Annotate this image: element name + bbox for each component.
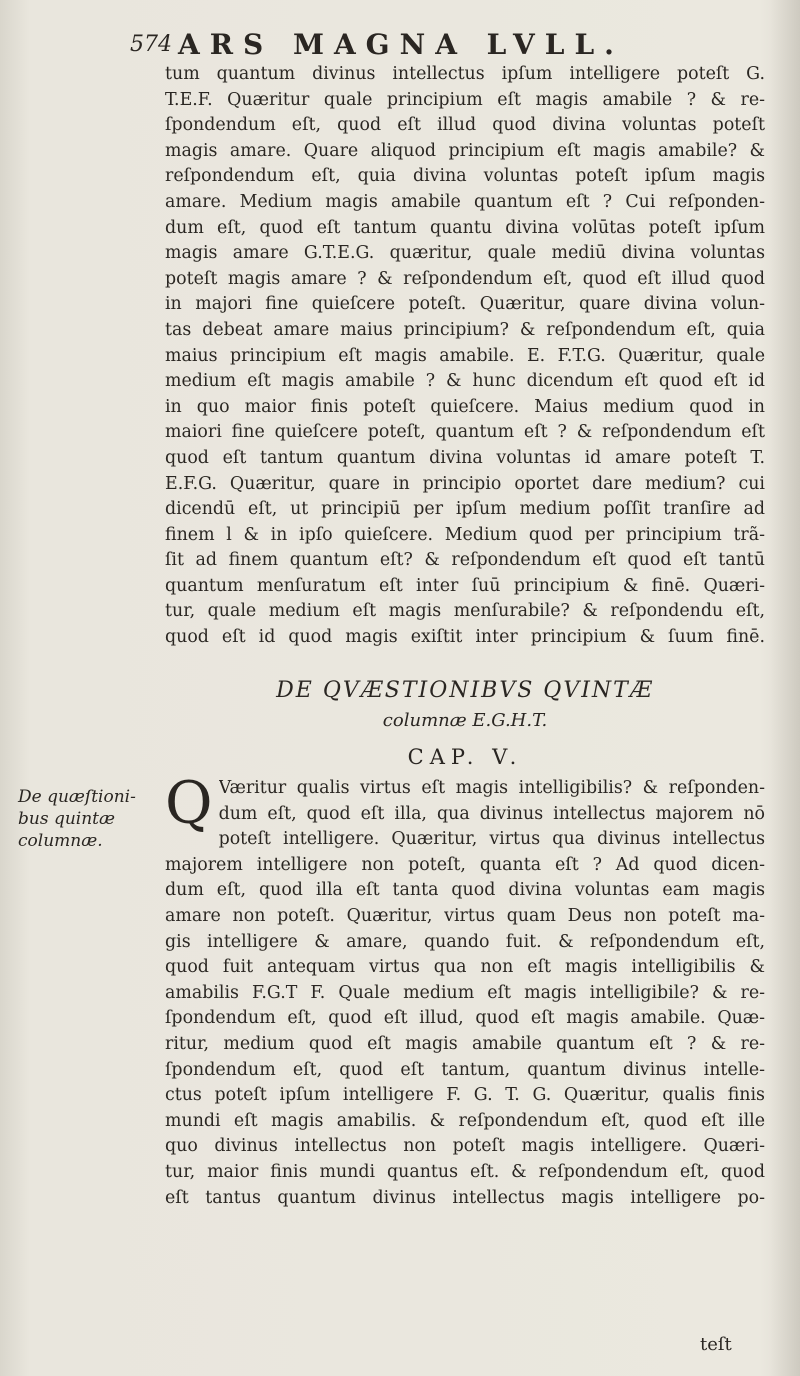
bottom-text-block (165, 769, 765, 1211)
bottom-text-line: quod fuit antequam virtus qua non eſt magis intelligibilis & (165, 957, 765, 978)
bottom-text-line: dum eſt, quod eſt illa, qua divinus intellectus majorem nō (218, 803, 765, 824)
marginal-note (18, 786, 168, 852)
top-text-line: tas debeat amare maius principium? & reſpondendum eſt, quia (165, 319, 765, 340)
bottom-text-line: Væritur qualis virtus eſt magis intelligibilis? & reſponden- (218, 778, 765, 798)
bottom-text-line: majorem intelligere non poteſt, quanta eſt ? Ad quod dicen- (165, 854, 765, 875)
bottom-text-line: tur, maior finis mundi quantus eſt. & reſpondendum eſt, quod (165, 1161, 765, 1182)
top-text-line: finem l & in ipſo quieſcere. Medium quod per principium trã- (165, 524, 765, 545)
drop-capital: Q (165, 769, 213, 837)
top-text-line: quod eſt tantum quantum divina voluntas id amare poteſt T. (165, 447, 765, 468)
bottom-text-line: gis intelligere & amare, quando fuit. & reſpondendum eſt, (165, 931, 765, 952)
section-heading: DE QVÆSTIONIBVS QVINTÆ (276, 678, 654, 703)
page-number: 574 (130, 32, 172, 57)
top-text-line: in quo maior finis poteſt quieſcere. Maius medium quod in (165, 396, 765, 417)
top-text-line: magis amare G.T.E.G. quæritur, quale mediū divina voluntas (165, 243, 765, 264)
bottom-text-line: ritur, medium quod eſt magis amabile quantum eſt ? & re- (165, 1033, 765, 1054)
catchword: teſt (700, 1334, 732, 1355)
running-title: ARS MAGNA LVLL. (178, 28, 624, 61)
top-text-line: dicendū eſt, ut principiū per ipſum medium poſſit tranſire ad (165, 499, 765, 520)
marginal-note-line: columnæ. (18, 831, 103, 851)
top-text-line: quantum menſuratum eſt inter ſuū principium & finē. Quæri- (165, 575, 765, 596)
bottom-text-line: ſpondendum eſt, quod eſt illud, quod eſt magis amabile. Quæ- (165, 1008, 765, 1029)
top-text-line: poteſt magis amare ? & reſpondendum eſt, quod eſt illud quod (165, 268, 765, 289)
section-subheading: columnæ E.G.H.T. (382, 710, 548, 731)
marginal-note-line: De quæſtioni- (18, 787, 136, 807)
top-text-line: tum quantum divinus intellectus ipſum intelligere poteſt G. (165, 64, 765, 84)
top-text-line: magis amare. Quare aliquod principium eſt magis amabile? & (165, 140, 765, 161)
top-text-line: in majori fine quieſcere poteſt. Quæritur, quare divina volun- (165, 294, 765, 315)
top-text-line: quod eſt id quod magis exiſtit inter principium & ſuum finē. (165, 627, 765, 648)
top-text-block (165, 62, 765, 651)
bottom-text-line: mundi eſt magis amabilis. & reſpondendum eſt, quod eſt ille (165, 1110, 765, 1131)
top-text-line: dum eſt, quod eſt tantum quantu divina volūtas poteſt ipſum (165, 217, 765, 238)
marginal-note-line: bus quintæ (18, 809, 115, 829)
bottom-text-line: eſt tantus quantum divinus intellectus magis intelligere po- (165, 1187, 765, 1208)
bottom-text-lines (165, 769, 765, 1211)
top-text-line: ſit ad finem quantum eſt? & reſpondendum eſt quod eſt tantū (165, 550, 765, 571)
bottom-text-line: amare non poteſt. Quæritur, virtus quam Deus non poteſt ma- (165, 905, 765, 926)
top-text-line: reſpondendum eſt, quia divina voluntas poteſt ipſum magis (165, 166, 765, 187)
top-text-line: maiori fine quieſcere poteſt, quantum eſt ? & reſpondendum eſt (165, 422, 765, 443)
top-text-line: amare. Medium magis amabile quantum eſt ? Cui reſponden- (165, 191, 765, 212)
top-text-line: maius principium eſt magis amabile. E. F.T.G. Quæritur, quale (165, 345, 765, 366)
bottom-text-line: poteſt intelligere. Quæritur, virtus qua divinus intellectus (218, 829, 765, 850)
top-text-line: ſpondendum eſt, quod eſt illud quod divina voluntas poteſt (165, 115, 765, 136)
bottom-text-line: ſpondendum eſt, quod eſt tantum, quantum divinus intelle- (165, 1059, 765, 1080)
bottom-text-line: quo divinus intellectus non poteſt magis intelligere. Quæri- (165, 1136, 765, 1157)
bottom-text-line: ctus poteſt ipſum intelligere F. G. T. G. Quæritur, qualis finis (165, 1085, 765, 1106)
chapter-heading: CAP. V. (407, 745, 523, 769)
top-text-line: medium eſt magis amabile ? & hunc dicendum eſt quod eſt id (165, 371, 765, 392)
page-edge-shadow (770, 0, 800, 1376)
bottom-text-line: amabilis F.G.T F. Quale medium eſt magis intelligibile? & re- (165, 982, 765, 1003)
bottom-text-line: dum eſt, quod illa eſt tanta quod divina voluntas eam magis (165, 880, 765, 901)
top-text-line: tur, quale medium eſt magis menſurabile? & reſpondendu eſt, (165, 601, 765, 622)
top-text-line: T.E.F. Quæritur quale principium eſt magis amabile ? & re- (165, 89, 765, 110)
top-text-line: E.F.G. Quæritur, quare in principio oportet dare medium? cui (165, 473, 765, 494)
